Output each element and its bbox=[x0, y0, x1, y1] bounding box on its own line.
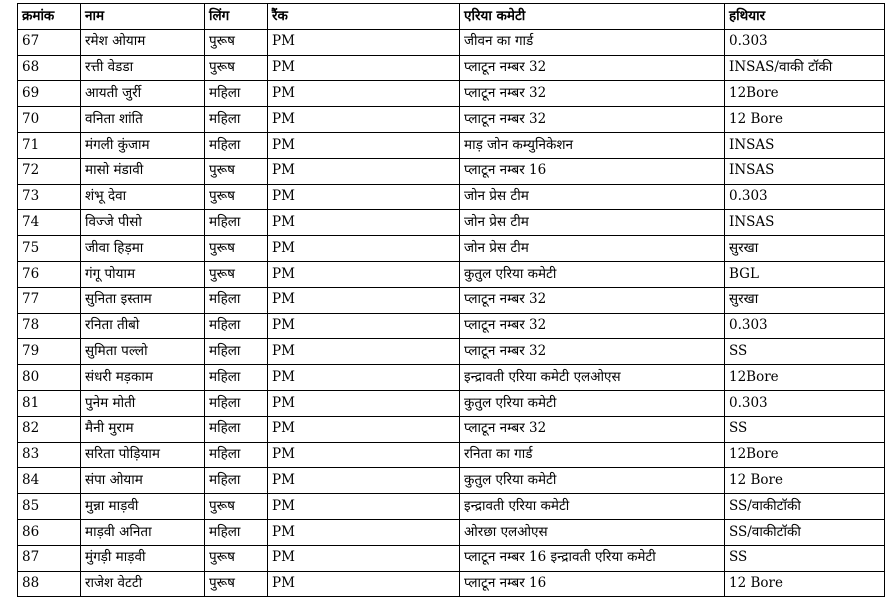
cell-name: सरिता पोड़ियाम bbox=[81, 442, 205, 468]
cell-area-committee: प्लाटून नम्बर 32 bbox=[460, 313, 725, 339]
cell-weapon: SS/वाकीटॉकी bbox=[725, 494, 885, 520]
cell-serial-number: 73 bbox=[18, 184, 81, 210]
cell-rank: PM bbox=[268, 313, 460, 339]
cell-name: मैनी मुराम bbox=[81, 416, 205, 442]
cell-serial-number: 81 bbox=[18, 390, 81, 416]
cell-rank: PM bbox=[268, 29, 460, 55]
table-row bbox=[18, 313, 885, 339]
table-row bbox=[18, 236, 885, 262]
cell-gender: महिला bbox=[205, 313, 268, 339]
cell-weapon: SS bbox=[725, 416, 885, 442]
header-weapon: हथियार bbox=[725, 4, 885, 30]
cell-area-committee: माड़ जोन कम्युनिकेशन bbox=[460, 132, 725, 158]
cell-rank: PM bbox=[268, 571, 460, 597]
table-row bbox=[18, 29, 885, 55]
cell-serial-number: 76 bbox=[18, 261, 81, 287]
cell-area-committee: जोन प्रेस टीम bbox=[460, 236, 725, 262]
cell-gender: पुरूष bbox=[205, 29, 268, 55]
cell-serial-number: 83 bbox=[18, 442, 81, 468]
table-row bbox=[18, 184, 885, 210]
cell-gender: महिला bbox=[205, 416, 268, 442]
cell-name: आयती जुर्री bbox=[81, 81, 205, 107]
table-row bbox=[18, 545, 885, 571]
table-row bbox=[18, 55, 885, 81]
table-row bbox=[18, 132, 885, 158]
cell-name: जीवा हिड़मा bbox=[81, 236, 205, 262]
cell-area-committee: इन्द्रावती एरिया कमेटी bbox=[460, 494, 725, 520]
cell-gender: पुरूष bbox=[205, 571, 268, 597]
cell-weapon: SS bbox=[725, 339, 885, 365]
cell-weapon: 12Bore bbox=[725, 365, 885, 391]
cell-rank: PM bbox=[268, 236, 460, 262]
cell-area-committee: प्लाटून नम्बर 32 bbox=[460, 287, 725, 313]
cell-area-committee: कुतुल एरिया कमेटी bbox=[460, 390, 725, 416]
cell-area-committee: इन्द्रावती एरिया कमेटी एलओएस bbox=[460, 365, 725, 391]
cell-name: विज्जे पीसो bbox=[81, 210, 205, 236]
cell-weapon: SS bbox=[725, 545, 885, 571]
cell-rank: PM bbox=[268, 184, 460, 210]
cell-name: रमेश ओयाम bbox=[81, 29, 205, 55]
cell-area-committee: कुतुल एरिया कमेटी bbox=[460, 468, 725, 494]
cell-serial-number: 87 bbox=[18, 545, 81, 571]
cell-serial-number: 85 bbox=[18, 494, 81, 520]
cell-weapon: SS/वाकीटॉकी bbox=[725, 519, 885, 545]
cell-weapon: 0.303 bbox=[725, 390, 885, 416]
cell-area-committee: प्लाटून नम्बर 32 bbox=[460, 339, 725, 365]
cell-rank: PM bbox=[268, 545, 460, 571]
cell-weapon: INSAS/वाकी टॉकी bbox=[725, 55, 885, 81]
cell-rank: PM bbox=[268, 261, 460, 287]
cell-area-committee: प्लाटून नम्बर 16 bbox=[460, 571, 725, 597]
cell-gender: महिला bbox=[205, 468, 268, 494]
cell-weapon: सुरखा bbox=[725, 236, 885, 262]
cell-serial-number: 75 bbox=[18, 236, 81, 262]
cell-gender: पुरूष bbox=[205, 545, 268, 571]
cell-weapon: सुरखा bbox=[725, 287, 885, 313]
cell-serial-number: 82 bbox=[18, 416, 81, 442]
cell-weapon: 12 Bore bbox=[725, 107, 885, 133]
cell-rank: PM bbox=[268, 468, 460, 494]
cell-name: रत्ती वेडडा bbox=[81, 55, 205, 81]
cell-gender: महिला bbox=[205, 365, 268, 391]
cell-rank: PM bbox=[268, 519, 460, 545]
cell-serial-number: 84 bbox=[18, 468, 81, 494]
table-row bbox=[18, 81, 885, 107]
header-area-committee: एरिया कमेटी bbox=[460, 4, 725, 30]
header-name: नाम bbox=[81, 4, 205, 30]
cell-weapon: 12Bore bbox=[725, 442, 885, 468]
cell-rank: PM bbox=[268, 55, 460, 81]
table-row bbox=[18, 365, 885, 391]
cell-serial-number: 70 bbox=[18, 107, 81, 133]
cell-area-committee: जीवन का गार्ड bbox=[460, 29, 725, 55]
cell-rank: PM bbox=[268, 390, 460, 416]
cell-serial-number: 74 bbox=[18, 210, 81, 236]
table-row bbox=[18, 287, 885, 313]
cell-gender: पुरूष bbox=[205, 261, 268, 287]
cell-name: संपा ओयाम bbox=[81, 468, 205, 494]
cell-name: सुमिता पल्लो bbox=[81, 339, 205, 365]
cell-rank: PM bbox=[268, 132, 460, 158]
cell-rank: PM bbox=[268, 442, 460, 468]
roster-table bbox=[17, 3, 885, 597]
cell-name: वनिता शांति bbox=[81, 107, 205, 133]
cell-area-committee: रनिता का गार्ड bbox=[460, 442, 725, 468]
cell-name: पुनेम मोती bbox=[81, 390, 205, 416]
cell-area-committee: प्लाटून नम्बर 16 इन्द्रावती एरिया कमेटी bbox=[460, 545, 725, 571]
cell-name: गंगू पोयाम bbox=[81, 261, 205, 287]
table-row bbox=[18, 339, 885, 365]
cell-weapon: 0.303 bbox=[725, 29, 885, 55]
table-row bbox=[18, 390, 885, 416]
cell-serial-number: 77 bbox=[18, 287, 81, 313]
cell-gender: पुरूष bbox=[205, 494, 268, 520]
cell-area-committee: ओरछा एलओएस bbox=[460, 519, 725, 545]
header-rank: रैंक bbox=[268, 4, 460, 30]
cell-name: रनिता तीबो bbox=[81, 313, 205, 339]
cell-weapon: INSAS bbox=[725, 210, 885, 236]
cell-rank: PM bbox=[268, 81, 460, 107]
table-row bbox=[18, 571, 885, 597]
cell-serial-number: 78 bbox=[18, 313, 81, 339]
cell-weapon: BGL bbox=[725, 261, 885, 287]
cell-gender: महिला bbox=[205, 390, 268, 416]
table-row bbox=[18, 416, 885, 442]
cell-rank: PM bbox=[268, 287, 460, 313]
cell-name: मुंगड़ी माड़वी bbox=[81, 545, 205, 571]
cell-rank: PM bbox=[268, 107, 460, 133]
cell-gender: महिला bbox=[205, 339, 268, 365]
cell-area-committee: प्लाटून नम्बर 32 bbox=[460, 81, 725, 107]
cell-rank: PM bbox=[268, 158, 460, 184]
table-row bbox=[18, 261, 885, 287]
cell-gender: पुरूष bbox=[205, 158, 268, 184]
cell-name: शंभू देवा bbox=[81, 184, 205, 210]
cell-area-committee: प्लाटून नम्बर 32 bbox=[460, 107, 725, 133]
cell-rank: PM bbox=[268, 416, 460, 442]
cell-gender: महिला bbox=[205, 81, 268, 107]
cell-name: मंगली कुंजाम bbox=[81, 132, 205, 158]
cell-weapon: 12 Bore bbox=[725, 468, 885, 494]
cell-serial-number: 67 bbox=[18, 29, 81, 55]
table-row bbox=[18, 442, 885, 468]
cell-gender: महिला bbox=[205, 287, 268, 313]
cell-gender: महिला bbox=[205, 107, 268, 133]
cell-rank: PM bbox=[268, 365, 460, 391]
cell-name: राजेश वेटटी bbox=[81, 571, 205, 597]
cell-weapon: 12 Bore bbox=[725, 571, 885, 597]
cell-weapon: INSAS bbox=[725, 158, 885, 184]
cell-area-committee: जोन प्रेस टीम bbox=[460, 210, 725, 236]
cell-area-committee: प्लाटून नम्बर 32 bbox=[460, 416, 725, 442]
cell-weapon: 0.303 bbox=[725, 313, 885, 339]
cell-gender: पुरूष bbox=[205, 184, 268, 210]
table-header-row bbox=[18, 4, 885, 30]
cell-area-committee: प्लाटून नम्बर 16 bbox=[460, 158, 725, 184]
cell-name: संधरी मड़काम bbox=[81, 365, 205, 391]
cell-gender: महिला bbox=[205, 442, 268, 468]
cell-rank: PM bbox=[268, 494, 460, 520]
cell-gender: पुरूष bbox=[205, 55, 268, 81]
cell-name: माड़वी अनिता bbox=[81, 519, 205, 545]
cell-weapon: 0.303 bbox=[725, 184, 885, 210]
cell-serial-number: 72 bbox=[18, 158, 81, 184]
cell-gender: पुरूष bbox=[205, 236, 268, 262]
cell-gender: महिला bbox=[205, 132, 268, 158]
table-row bbox=[18, 519, 885, 545]
cell-serial-number: 68 bbox=[18, 55, 81, 81]
cell-gender: महिला bbox=[205, 519, 268, 545]
cell-serial-number: 69 bbox=[18, 81, 81, 107]
cell-name: सुनिता इस्ताम bbox=[81, 287, 205, 313]
cell-rank: PM bbox=[268, 210, 460, 236]
cell-weapon: 12Bore bbox=[725, 81, 885, 107]
cell-area-committee: प्लाटून नम्बर 32 bbox=[460, 55, 725, 81]
cell-area-committee: जोन प्रेस टीम bbox=[460, 184, 725, 210]
table-row bbox=[18, 158, 885, 184]
cell-serial-number: 86 bbox=[18, 519, 81, 545]
table-row bbox=[18, 107, 885, 133]
cell-serial-number: 80 bbox=[18, 365, 81, 391]
cell-name: मासो मंडावी bbox=[81, 158, 205, 184]
table-body bbox=[18, 29, 885, 597]
cell-rank: PM bbox=[268, 339, 460, 365]
cell-weapon: INSAS bbox=[725, 132, 885, 158]
cell-name: मुन्ना माड़वी bbox=[81, 494, 205, 520]
cell-serial-number: 79 bbox=[18, 339, 81, 365]
header-gender: लिंग bbox=[205, 4, 268, 30]
table-row bbox=[18, 494, 885, 520]
table-row bbox=[18, 210, 885, 236]
cell-area-committee: कुतुल एरिया कमेटी bbox=[460, 261, 725, 287]
table-row bbox=[18, 468, 885, 494]
cell-gender: महिला bbox=[205, 210, 268, 236]
cell-serial-number: 71 bbox=[18, 132, 81, 158]
header-serial-number: क्रमांक bbox=[18, 4, 81, 30]
cell-serial-number: 88 bbox=[18, 571, 81, 597]
